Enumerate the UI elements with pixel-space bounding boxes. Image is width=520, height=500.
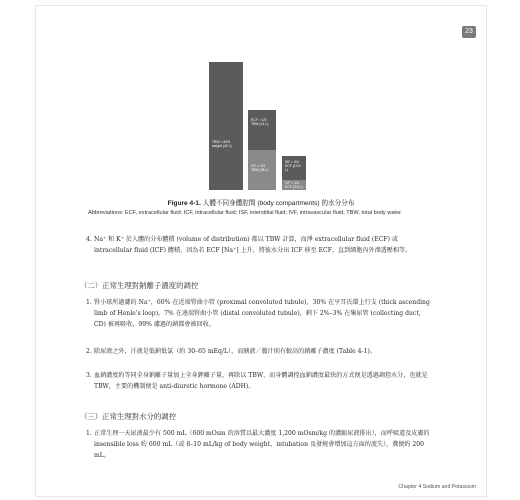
- item-number: 4.: [86, 236, 92, 243]
- figure-caption: [36, 197, 486, 207]
- tbw-bar-label: TBW = 60% weight (42 L): [212, 140, 232, 149]
- item-number: 2.: [86, 348, 92, 355]
- ivf-bar-label: IVF = 1/4 ECF (3.5 L): [285, 181, 303, 190]
- section-heading: （三）正常生理對水分的調控: [80, 412, 177, 421]
- ecf-bar: [248, 110, 276, 150]
- section-heading: （二）正常生理對鈉離子濃度的調控: [80, 281, 199, 290]
- isf-bar-label: ISF = 3/4 ECF (10.5 L): [285, 160, 301, 173]
- book-page: [36, 6, 486, 496]
- tbw-bar: [209, 62, 243, 190]
- figure-caption-label: Figure 4-1.: [167, 200, 201, 207]
- body-water-figure: [36, 6, 486, 206]
- page-number: 23: [462, 26, 476, 38]
- item-number: 1.: [86, 299, 92, 306]
- item-text: 除尿液之外，汗液是低鈉低氯（約 30–65 mEq/L），而胰液／膽汁則有較高的鈉離子濃度 (Table 4-1)。: [94, 348, 376, 355]
- item-text: Na⁺ 和 K⁺ 於人體的分布體積 (volume of distribution) 都以 TBW 計算，而淨 extracellular fluid (ECF) 或 intracellular fluid (ICF) 體積，因為若 ECF [Na⁺] 上升，將彼水分出 ICF 移至 ECF，直到細胞內外滲透壓相等。: [94, 236, 412, 254]
- figure-caption-text: 人體不同身體腔間 (body compartments) 的水分分布: [202, 200, 355, 207]
- item-number: 3.: [86, 372, 92, 379]
- item-text: 血鈉濃度約等同全身鈉離子量加上全身鉀離子量，再除以 TBW，而身體調控血鈉濃度最快的方式便是透過調控水分，也就是 TBW，主要的機制便是 anti-diuretic hormone (ADH)。: [94, 372, 428, 390]
- item-text: 正常生理一天尿液最少有 500 mL（600 mOsm 的溶質以最大濃度 1,200 mOsm/kg 的濃縮尿液排出），而呼吸道及皮膚的 insensible loss 約 600 mL（或 8–10 mL/kg of body weight，intubation 及發燒會增加這方面的流失），糞便約 200 mL。: [94, 430, 430, 459]
- ecf-bar-label: ECF = 1/3 TBW (14 L): [251, 118, 269, 127]
- isf-bar: [282, 156, 306, 180]
- item-text: 腎小球所過濾的 Na⁺，60% 在近端腎曲小管 (proximal convoluted tubule)，30% 在亨耳氏環上行支 (thick ascending limb of Henle's loop)，7% 在遠端腎曲小管 (distal convoluted tubule)，剩下 2%–3% 在集尿管 (collecting duct, CD) 被再吸收，99% 濾過的鈉都會被回收。: [94, 299, 430, 328]
- icf-bar: [248, 150, 276, 190]
- icf-bar-label: ICF = 2/3 TBW (28 L): [251, 164, 269, 173]
- figure-abbreviations: Abbreviations: ECF, extracellular fluid; ICF, intracellular fluid; ISF, interstitial fluid; IVF, intravascular fluid; TBW, total body water.: [88, 210, 403, 216]
- page-footer: Chapter 4 Sodium and Potassium: [398, 484, 476, 490]
- item-number: 1.: [86, 430, 92, 437]
- ivf-bar: [282, 180, 306, 190]
